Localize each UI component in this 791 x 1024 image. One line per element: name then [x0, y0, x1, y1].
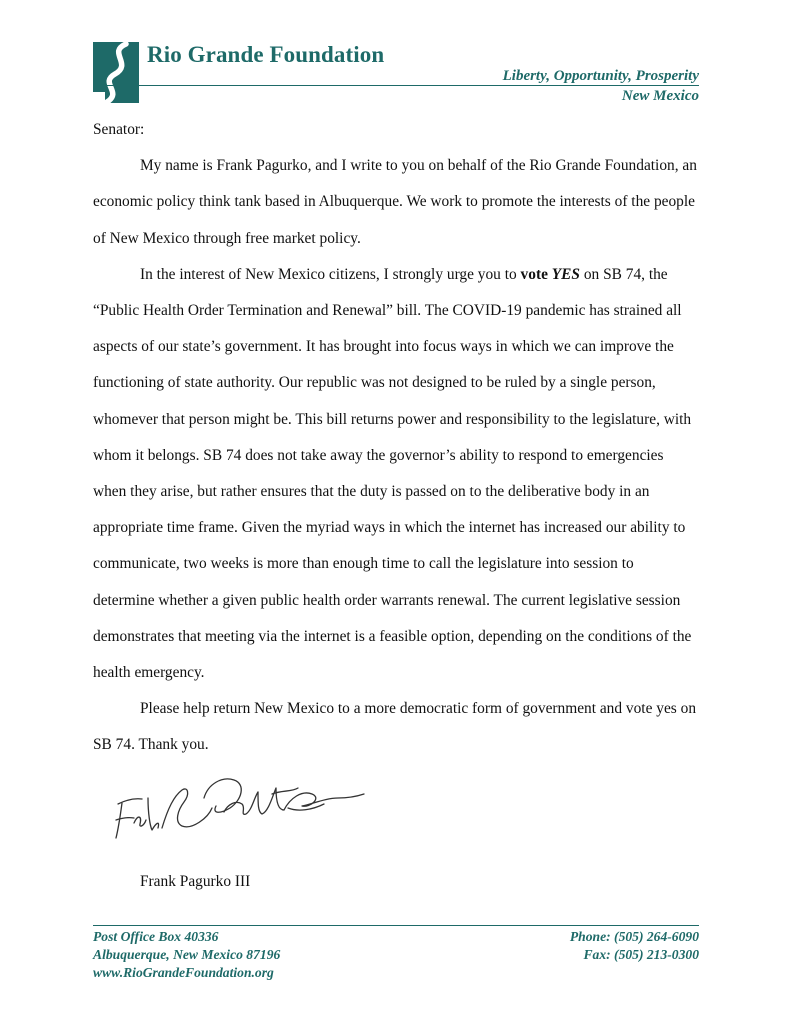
header-divider [93, 85, 699, 86]
footer-divider [93, 925, 699, 926]
organization-tagline: Liberty, Opportunity, Prosperity [502, 68, 699, 84]
footer-contact-block [570, 928, 699, 964]
footer-fax: Fax: (505) 213-0300 [583, 947, 699, 962]
vote-emphasis [521, 266, 580, 283]
letter-body [93, 112, 699, 764]
signer-name: Frank Pagurko III [140, 873, 251, 890]
paragraph-intro: My name is Frank Pagurko, and I write to you on behalf of the Rio Grande Foundation, an economic policy think tank based in Albuquerque. We work to promote the interests of the people of New Mexico through free market policy. [93, 157, 697, 247]
handwritten-signature [112, 768, 372, 848]
yes-emphasis: YES [551, 265, 580, 283]
paragraph-argument-rest: on SB 74, the “Public Health Order Termination and Renewal” bill. The COVID-19 pandemic has strained all aspects of our state’s government. It has brought into focus ways in which we can improve the functioning of state authority. Our republic was not designed to be ruled by a single person, whomever that person might be. This bill returns power and responsibility to the legislature, with whom it belongs. SB 74 does not take away the governor’s ability to respond to emergencies when they arise, but rather ensures that the duty is passed on to the deliberative body in an appropriate time frame. Given the myriad ways in which the internet has increased our ability to communicate, two weeks is more than enough time to call the legislature into session to determine whether a given public health order warrants renewal. The current legislative session demonstrates that meeting via the internet is a feasible option, depending on the conditions of the health emergency. [93, 265, 692, 682]
footer-address-block [93, 928, 280, 982]
paragraph-argument [93, 257, 699, 691]
footer-city-state: Albuquerque, New Mexico 87196 [93, 947, 281, 962]
vote-word: vote [520, 265, 552, 283]
salutation: Senator: [93, 121, 145, 138]
paragraph-argument-lead: In the interest of New Mexico citizens, I strongly urge you to [140, 265, 521, 283]
foundation-logo-icon [93, 42, 139, 103]
organization-state: New Mexico [621, 88, 699, 104]
organization-name: Rio Grande Foundation [147, 42, 385, 67]
footer-website-link[interactable]: www.RioGrandeFoundation.org [93, 965, 274, 980]
footer-phone: Phone: (505) 264-6090 [569, 929, 699, 944]
footer-po-box: Post Office Box 40336 [93, 929, 219, 944]
paragraph-closing: Please help return New Mexico to a more democratic form of government and vote yes on SB 74. Thank you. [93, 700, 697, 754]
